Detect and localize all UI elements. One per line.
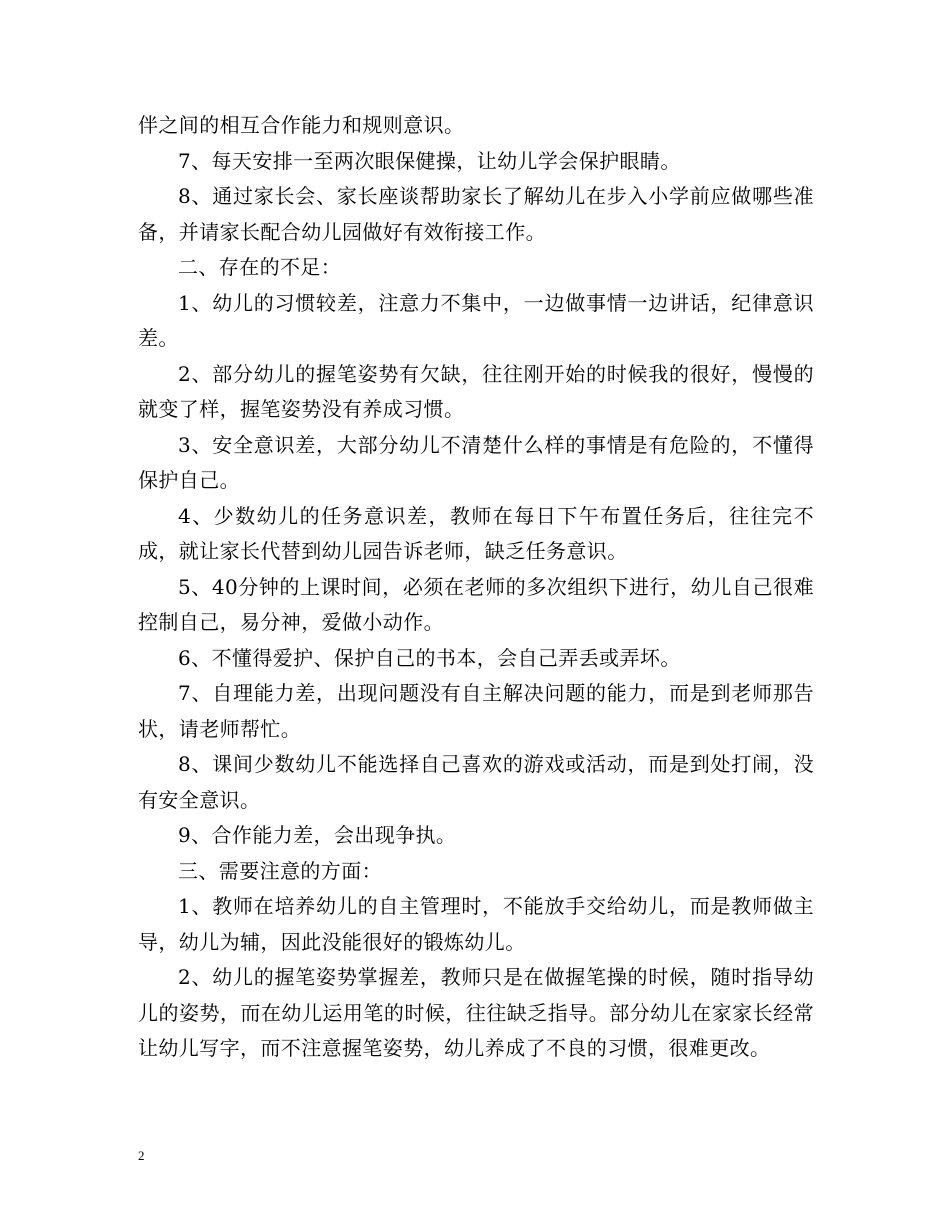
paragraph-13: 9、合作能力差，会出现争执。 (178, 823, 457, 847)
paragraph-12: 8、课间少数幼儿不能选择自己喜欢的游戏或活动，而是到处打闹，没有安全意识。 (138, 752, 814, 812)
paragraph-3: 8、通过家长会、家长座谈帮助家长了解幼儿在步入小学前应做哪些准备，并请家长配合幼儿园做好有效衔接工作。 (138, 184, 814, 244)
paragraph-11: 7、自理能力差，出现问题没有自主解决问题的能力，而是到老师那告状，请老师帮忙。 (138, 681, 814, 741)
paragraph-10: 6、不懂得爱护、保护自己的书本，会自己弄丢或弄坏。 (178, 645, 681, 670)
paragraph-2: 7、每天安排一至两次眼保健操，让幼儿学会保护眼睛。 (178, 148, 681, 173)
paragraph-6: 2、部分幼儿的握笔姿势有欠缺，往往刚开始的时候我的很好，慢慢的就变了样，握笔姿势没有养成习惯。 (138, 361, 814, 421)
paragraph-1: 伴之间的相互合作能力和规则意识。 (138, 113, 465, 137)
section-heading-2: 二、存在的不足： (178, 255, 342, 279)
paragraph-5: 1、幼儿的习惯较差，注意力不集中，一边做事情一边讲话，纪律意识差。 (138, 290, 814, 350)
paragraph-16: 2、幼儿的握笔姿势掌握差，教师只是在做握笔操的时候，随时指导幼儿的姿势，而在幼儿运用笔的时候，往往缺乏指导。部分幼儿在家家长经常让幼儿写字，而不注意握笔姿势，幼儿养成了不良的习惯，很难更改。 (138, 965, 814, 1060)
paragraph-9: 5、40分钟的上课时间，必须在老师的多次组织下进行，幼儿自己很难控制自己，易分神，爱做小动作。 (138, 574, 814, 634)
paragraph-15: 1、教师在培养幼儿的自主管理时，不能放手交给幼儿，而是教师做主导，幼儿为辅，因此没能很好的锻炼幼儿。 (138, 894, 814, 954)
section-heading-3: 三、需要注意的方面： (178, 858, 382, 883)
paragraph-7: 3、安全意识差，大部分幼儿不清楚什么样的事情是有危险的，不懂得保护自己。 (138, 432, 814, 492)
page-number: 2 (138, 1148, 145, 1163)
paragraph-8: 4、少数幼儿的任务意识差，教师在每日下午布置任务后，往往完不成，就让家长代替到幼儿园告诉老师，缺乏任务意识。 (138, 503, 814, 563)
body-text (138, 108, 814, 1067)
